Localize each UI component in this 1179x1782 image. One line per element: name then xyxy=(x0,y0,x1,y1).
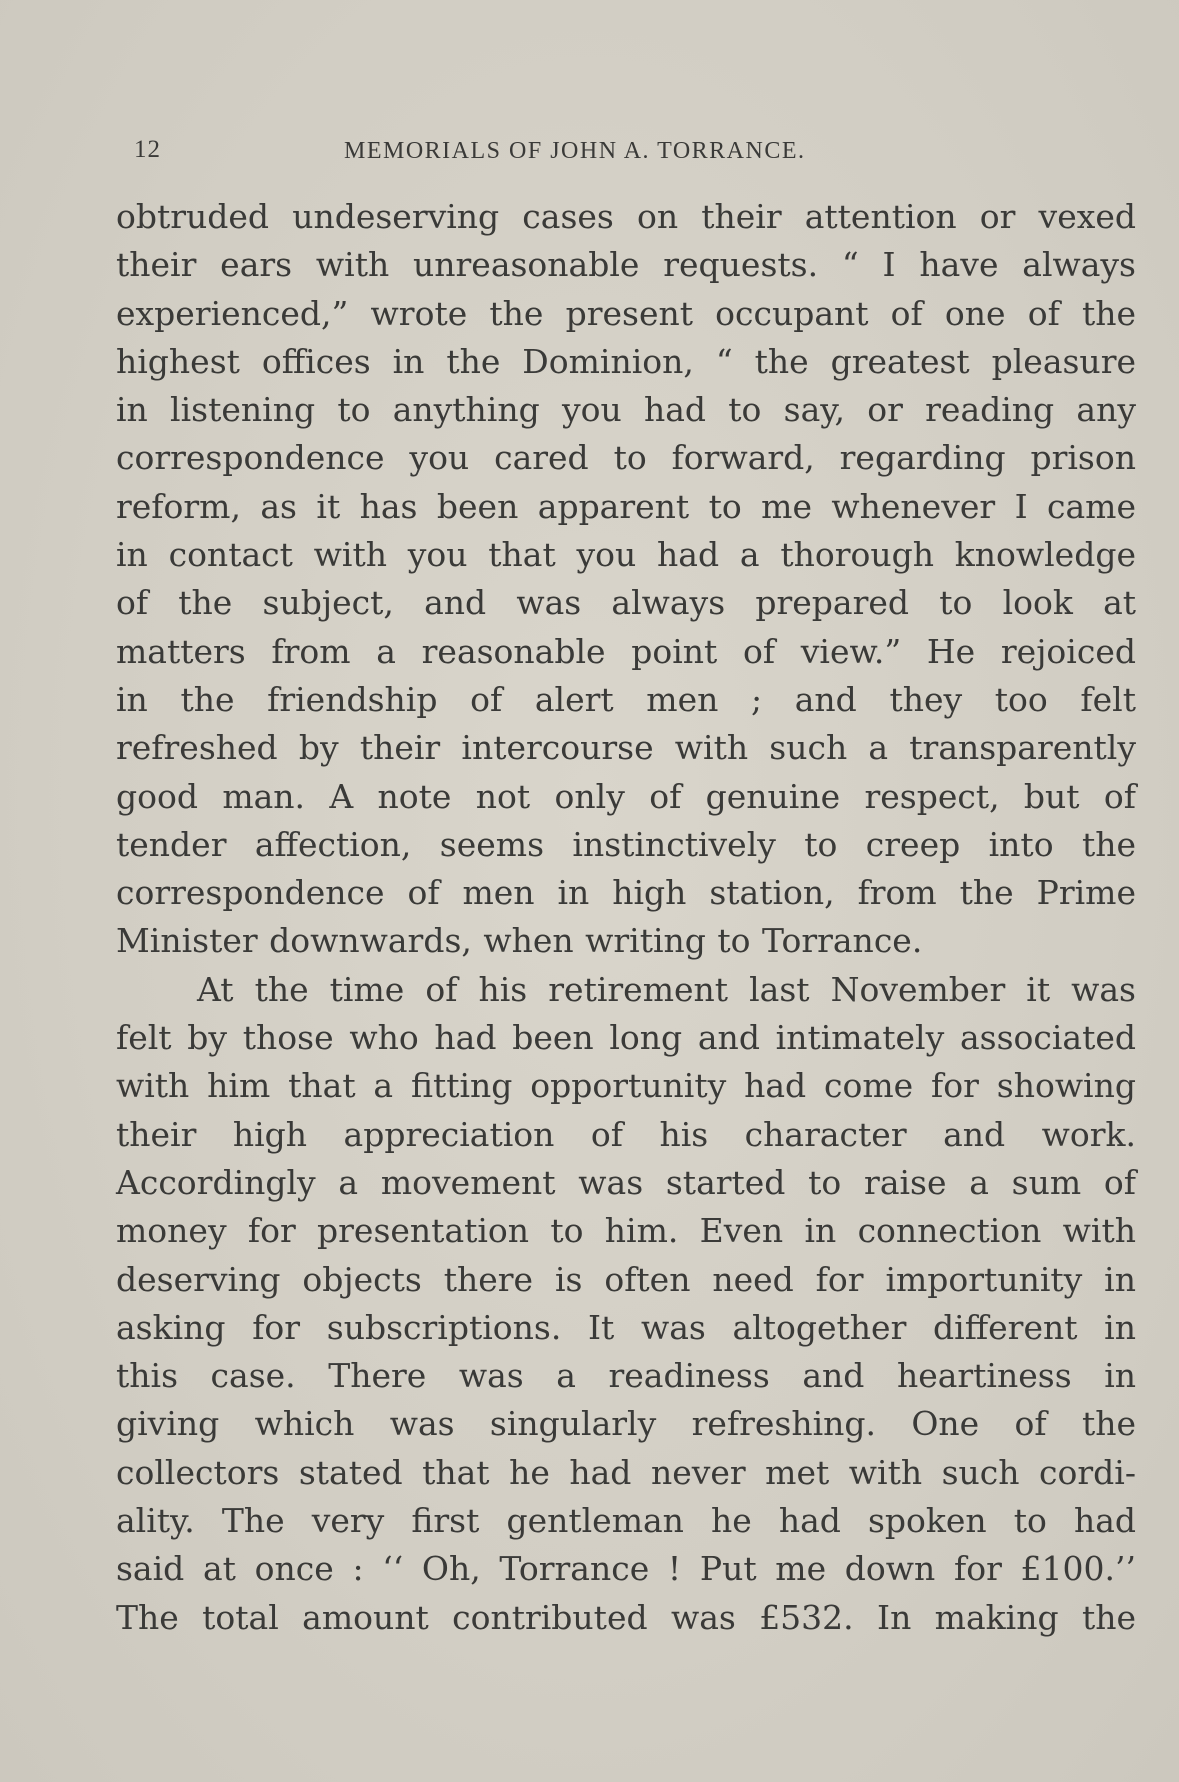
text-line: Minister downwards, when writing to Torrance. xyxy=(116,921,923,961)
text-line: this case. There was a readiness and heartiness in xyxy=(116,1356,1136,1396)
text-line: giving which was singularly refreshing. One of the xyxy=(116,1404,1136,1444)
text-line: of the subject, and was always prepared to look at xyxy=(116,583,1136,623)
text-line: correspondence you cared to forward, regarding prison xyxy=(116,438,1136,478)
text-line: collectors stated that he had never met with such cordi- xyxy=(116,1452,1136,1492)
text-line: in the friendship of alert men ; and they too felt xyxy=(116,679,1136,719)
text-line: felt by those who had been long and intimately associated xyxy=(116,1018,1136,1058)
text-line: At the time of his retirement last November it was xyxy=(197,969,1136,1009)
text-line: Accordingly a movement was started to raise a sum of xyxy=(116,1162,1136,1202)
text-line: ality. The very first gentleman he had spoken to had xyxy=(116,1501,1136,1541)
text-line: experienced,” wrote the present occupant of one of the xyxy=(116,293,1136,333)
text-line: matters from a reasonable point of view.” He rejoiced xyxy=(116,631,1136,671)
text-line: good man. A note not only of genuine respect, but of xyxy=(116,776,1136,816)
text-line: their high appreciation of his character and work. xyxy=(116,1114,1136,1154)
text-line: obtruded undeserving cases on their attention or vexed xyxy=(116,197,1136,236)
text-line: The total amount contributed was £532. In making the xyxy=(116,1597,1136,1637)
text-line: in listening to anything you had to say, or reading any xyxy=(116,390,1136,430)
text-line: their ears with unreasonable requests. “ I have always xyxy=(116,245,1136,285)
body-text xyxy=(116,193,1136,1642)
page-number: 12 xyxy=(134,136,161,163)
text-line: asking for subscriptions. It was altogether different in xyxy=(116,1307,1136,1347)
text-line: refreshed by their intercourse with such a transparently xyxy=(116,728,1136,768)
text-line: money for presentation to him. Even in connection with xyxy=(116,1211,1136,1251)
running-head xyxy=(134,136,1134,176)
text-line: correspondence of men in high station, from the Prime xyxy=(116,873,1136,913)
text-line: in contact with you that you had a thorough knowledge xyxy=(116,535,1136,575)
text-line: tender affection, seems instinctively to creep into the xyxy=(116,824,1136,864)
text-line: said at once : ‘‘ Oh, Torrance ! Put me down for £100.’’ xyxy=(116,1549,1136,1589)
running-title: MEMORIALS OF JOHN A. TORRANCE. xyxy=(344,138,806,164)
text-line: with him that a fitting opportunity had come for showing xyxy=(116,1066,1136,1106)
text-line: deserving objects there is often need for importunity in xyxy=(116,1259,1136,1299)
text-line: highest offices in the Dominion, “ the greatest pleasure xyxy=(116,341,1136,381)
text-line: reform, as it has been apparent to me whenever I came xyxy=(116,486,1136,526)
